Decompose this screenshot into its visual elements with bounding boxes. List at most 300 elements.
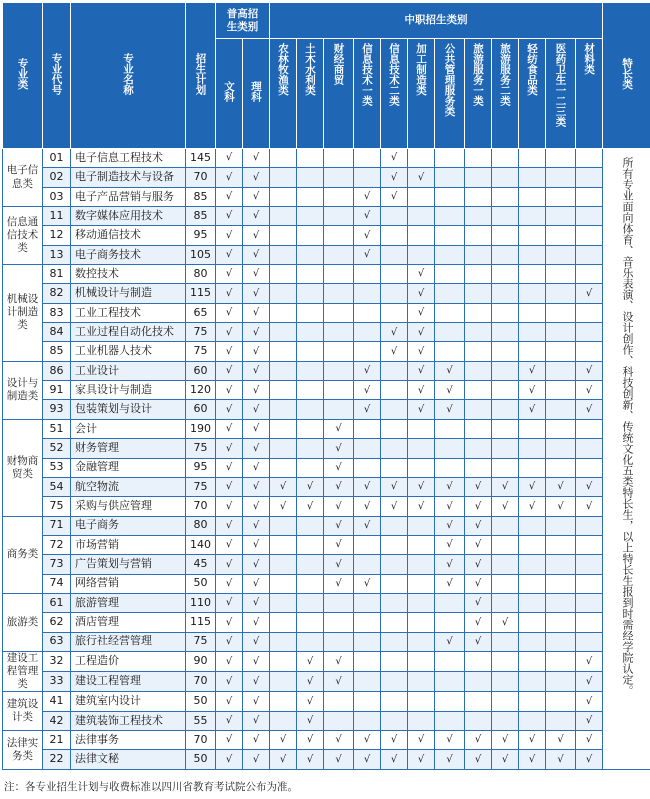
- check-mark: √: [243, 692, 270, 711]
- empty-cell: [408, 692, 435, 711]
- check-mark: √: [354, 731, 381, 750]
- check-mark: √: [243, 711, 270, 730]
- empty-cell: [519, 323, 546, 342]
- empty-cell: [381, 613, 408, 632]
- code-cell: 13: [43, 245, 71, 264]
- empty-cell: [354, 651, 381, 671]
- check-mark: √: [354, 750, 381, 769]
- plan-cell: 45: [186, 555, 216, 574]
- name-cell: 电子信息工程技术: [71, 149, 186, 168]
- name-cell: 工程造价: [71, 651, 186, 671]
- header-gaozhong-group: 普高招生类别: [216, 3, 270, 39]
- empty-cell: [519, 265, 546, 284]
- empty-cell: [492, 400, 519, 419]
- check-mark: √: [216, 750, 243, 769]
- check-mark: √: [408, 342, 435, 361]
- check-mark: √: [324, 555, 354, 574]
- empty-cell: [408, 651, 435, 671]
- empty-cell: [492, 284, 519, 303]
- empty-cell: [270, 207, 297, 226]
- empty-cell: [408, 555, 435, 574]
- empty-cell: [270, 692, 297, 711]
- check-mark: √: [243, 458, 270, 477]
- empty-cell: [324, 323, 354, 342]
- empty-cell: [546, 361, 576, 380]
- check-mark: √: [216, 207, 243, 226]
- empty-cell: [465, 672, 492, 692]
- empty-cell: [465, 400, 492, 419]
- check-mark: √: [297, 651, 324, 671]
- name-cell: 工业过程自动化技术: [71, 323, 186, 342]
- code-cell: 81: [43, 265, 71, 284]
- check-mark: √: [465, 731, 492, 750]
- plan-cell: 75: [186, 439, 216, 458]
- empty-cell: [354, 439, 381, 458]
- name-cell: 会计: [71, 419, 186, 438]
- check-mark: √: [216, 381, 243, 400]
- check-mark: √: [381, 187, 408, 206]
- plan-cell: 85: [186, 207, 216, 226]
- check-mark: √: [324, 731, 354, 750]
- empty-cell: [546, 226, 576, 245]
- check-mark: √: [243, 555, 270, 574]
- check-mark: √: [465, 477, 492, 496]
- empty-cell: [270, 400, 297, 419]
- empty-cell: [492, 593, 519, 612]
- table-row: [3, 516, 650, 535]
- header-zhongzhi-9: 轻纺食品类: [519, 39, 546, 149]
- empty-cell: [546, 187, 576, 206]
- empty-cell: [408, 613, 435, 632]
- empty-cell: [270, 149, 297, 168]
- empty-cell: [546, 516, 576, 535]
- empty-cell: [546, 555, 576, 574]
- check-mark: √: [519, 361, 546, 380]
- check-mark: √: [216, 711, 243, 730]
- header-gaozhong-0: 文科: [216, 39, 243, 149]
- check-mark: √: [519, 400, 546, 419]
- empty-cell: [492, 439, 519, 458]
- check-mark: √: [243, 651, 270, 671]
- check-mark: √: [465, 750, 492, 769]
- table-row: [3, 342, 650, 361]
- check-mark: √: [465, 555, 492, 574]
- check-mark: √: [270, 750, 297, 769]
- check-mark: √: [381, 149, 408, 168]
- check-mark: √: [243, 303, 270, 322]
- empty-cell: [381, 207, 408, 226]
- table-row: [3, 477, 650, 496]
- check-mark: √: [408, 323, 435, 342]
- name-cell: 建筑室内设计: [71, 692, 186, 711]
- empty-cell: [297, 632, 324, 651]
- empty-cell: [324, 613, 354, 632]
- check-mark: √: [465, 497, 492, 516]
- empty-cell: [546, 265, 576, 284]
- header-zhongzhi-8: 旅游服务二类: [492, 39, 519, 149]
- check-mark: √: [216, 593, 243, 612]
- category-cell: 设计与制造类: [3, 361, 43, 419]
- empty-cell: [408, 593, 435, 612]
- header-code: 专业代号: [43, 3, 71, 149]
- empty-cell: [492, 516, 519, 535]
- check-mark: √: [216, 400, 243, 419]
- empty-cell: [576, 555, 603, 574]
- check-mark: √: [243, 168, 270, 187]
- check-mark: √: [297, 672, 324, 692]
- empty-cell: [546, 651, 576, 671]
- empty-cell: [354, 303, 381, 322]
- empty-cell: [435, 458, 465, 477]
- empty-cell: [270, 303, 297, 322]
- empty-cell: [297, 226, 324, 245]
- category-cell: 建设工程管理类: [3, 651, 43, 691]
- check-mark: √: [408, 381, 435, 400]
- check-mark: √: [435, 361, 465, 380]
- name-cell: 航空物流: [71, 477, 186, 496]
- check-mark: √: [381, 750, 408, 769]
- header-zhongzhi-7: 旅游服务一类: [465, 39, 492, 149]
- empty-cell: [270, 342, 297, 361]
- name-cell: 包装策划与设计: [71, 400, 186, 419]
- empty-cell: [297, 419, 324, 438]
- empty-cell: [576, 535, 603, 554]
- empty-cell: [465, 149, 492, 168]
- plan-cell: 80: [186, 265, 216, 284]
- empty-cell: [519, 149, 546, 168]
- empty-cell: [297, 323, 324, 342]
- empty-cell: [270, 226, 297, 245]
- empty-cell: [354, 613, 381, 632]
- empty-cell: [270, 632, 297, 651]
- empty-cell: [465, 168, 492, 187]
- name-cell: 电子商务: [71, 516, 186, 535]
- check-mark: √: [408, 400, 435, 419]
- check-mark: √: [354, 477, 381, 496]
- empty-cell: [519, 535, 546, 554]
- code-cell: 03: [43, 187, 71, 206]
- empty-cell: [492, 303, 519, 322]
- check-mark: √: [270, 477, 297, 496]
- check-mark: √: [381, 477, 408, 496]
- empty-cell: [435, 168, 465, 187]
- empty-cell: [492, 149, 519, 168]
- empty-cell: [324, 342, 354, 361]
- empty-cell: [546, 672, 576, 692]
- plan-cell: 60: [186, 400, 216, 419]
- check-mark: √: [216, 419, 243, 438]
- check-mark: √: [435, 400, 465, 419]
- check-mark: √: [381, 323, 408, 342]
- empty-cell: [408, 574, 435, 593]
- empty-cell: [354, 149, 381, 168]
- empty-cell: [435, 323, 465, 342]
- check-mark: √: [243, 613, 270, 632]
- empty-cell: [354, 342, 381, 361]
- empty-cell: [381, 535, 408, 554]
- empty-cell: [546, 400, 576, 419]
- empty-cell: [465, 226, 492, 245]
- empty-cell: [381, 574, 408, 593]
- check-mark: √: [576, 711, 603, 730]
- check-mark: √: [243, 265, 270, 284]
- empty-cell: [435, 439, 465, 458]
- empty-cell: [381, 284, 408, 303]
- check-mark: √: [324, 439, 354, 458]
- check-mark: √: [576, 672, 603, 692]
- table-row: [3, 458, 650, 477]
- empty-cell: [324, 632, 354, 651]
- check-mark: √: [216, 439, 243, 458]
- empty-cell: [270, 187, 297, 206]
- empty-cell: [546, 284, 576, 303]
- check-mark: √: [297, 711, 324, 730]
- table-row: [3, 419, 650, 438]
- plan-cell: 75: [186, 477, 216, 496]
- empty-cell: [435, 419, 465, 438]
- check-mark: √: [519, 731, 546, 750]
- check-mark: √: [216, 574, 243, 593]
- check-mark: √: [243, 535, 270, 554]
- check-mark: √: [243, 419, 270, 438]
- check-mark: √: [435, 477, 465, 496]
- name-cell: 法律事务: [71, 731, 186, 750]
- code-cell: 12: [43, 226, 71, 245]
- empty-cell: [324, 226, 354, 245]
- empty-cell: [354, 672, 381, 692]
- empty-cell: [324, 187, 354, 206]
- empty-cell: [324, 711, 354, 730]
- check-mark: √: [576, 692, 603, 711]
- empty-cell: [381, 419, 408, 438]
- empty-cell: [354, 632, 381, 651]
- empty-cell: [297, 535, 324, 554]
- empty-cell: [408, 207, 435, 226]
- check-mark: √: [576, 477, 603, 496]
- empty-cell: [435, 187, 465, 206]
- empty-cell: [324, 168, 354, 187]
- empty-cell: [408, 632, 435, 651]
- empty-cell: [576, 516, 603, 535]
- empty-cell: [546, 613, 576, 632]
- empty-cell: [408, 439, 435, 458]
- empty-cell: [546, 574, 576, 593]
- empty-cell: [354, 265, 381, 284]
- code-cell: 73: [43, 555, 71, 574]
- table-row: [3, 168, 650, 187]
- empty-cell: [381, 381, 408, 400]
- table-row: [3, 574, 650, 593]
- table-row: [3, 672, 650, 692]
- empty-cell: [546, 303, 576, 322]
- empty-cell: [270, 284, 297, 303]
- check-mark: √: [381, 342, 408, 361]
- check-mark: √: [408, 750, 435, 769]
- check-mark: √: [270, 497, 297, 516]
- empty-cell: [324, 593, 354, 612]
- empty-cell: [492, 381, 519, 400]
- check-mark: √: [546, 750, 576, 769]
- empty-cell: [270, 458, 297, 477]
- check-mark: √: [216, 555, 243, 574]
- empty-cell: [492, 555, 519, 574]
- empty-cell: [381, 555, 408, 574]
- check-mark: √: [243, 381, 270, 400]
- code-cell: 32: [43, 651, 71, 671]
- header-category: 专业类: [3, 3, 43, 149]
- check-mark: √: [216, 651, 243, 671]
- code-cell: 53: [43, 458, 71, 477]
- empty-cell: [492, 711, 519, 730]
- check-mark: √: [435, 632, 465, 651]
- header-zhongzhi-4: 信息技术二类: [381, 39, 408, 149]
- empty-cell: [408, 535, 435, 554]
- empty-cell: [297, 613, 324, 632]
- empty-cell: [519, 672, 546, 692]
- table-row: [3, 613, 650, 632]
- empty-cell: [519, 574, 546, 593]
- empty-cell: [519, 593, 546, 612]
- empty-cell: [492, 265, 519, 284]
- check-mark: √: [408, 303, 435, 322]
- code-cell: 91: [43, 381, 71, 400]
- check-mark: √: [243, 323, 270, 342]
- check-mark: √: [216, 458, 243, 477]
- name-cell: 旅游管理: [71, 593, 186, 612]
- check-mark: √: [243, 672, 270, 692]
- header-zhongzhi-2: 财经商贸: [324, 39, 354, 149]
- empty-cell: [381, 361, 408, 380]
- check-mark: √: [465, 613, 492, 632]
- empty-cell: [492, 168, 519, 187]
- check-mark: √: [435, 381, 465, 400]
- code-cell: 62: [43, 613, 71, 632]
- empty-cell: [465, 303, 492, 322]
- plan-cell: 50: [186, 750, 216, 769]
- empty-cell: [408, 516, 435, 535]
- plan-cell: 70: [186, 731, 216, 750]
- empty-cell: [576, 168, 603, 187]
- check-mark: √: [243, 149, 270, 168]
- code-cell: 52: [43, 439, 71, 458]
- code-cell: 72: [43, 535, 71, 554]
- empty-cell: [297, 400, 324, 419]
- plan-cell: 145: [186, 149, 216, 168]
- empty-cell: [270, 711, 297, 730]
- table-row: [3, 439, 650, 458]
- empty-cell: [324, 381, 354, 400]
- empty-cell: [408, 226, 435, 245]
- empty-cell: [465, 187, 492, 206]
- plan-cell: 60: [186, 361, 216, 380]
- empty-cell: [270, 651, 297, 671]
- code-cell: 85: [43, 342, 71, 361]
- empty-cell: [297, 381, 324, 400]
- empty-cell: [408, 187, 435, 206]
- empty-cell: [324, 245, 354, 264]
- empty-cell: [408, 419, 435, 438]
- empty-cell: [381, 516, 408, 535]
- empty-cell: [381, 593, 408, 612]
- empty-cell: [546, 342, 576, 361]
- table-row: [3, 555, 650, 574]
- empty-cell: [546, 149, 576, 168]
- check-mark: √: [216, 497, 243, 516]
- check-mark: √: [576, 750, 603, 769]
- empty-cell: [519, 516, 546, 535]
- name-cell: 工业机器人技术: [71, 342, 186, 361]
- empty-cell: [270, 555, 297, 574]
- empty-cell: [324, 400, 354, 419]
- check-mark: √: [354, 516, 381, 535]
- empty-cell: [546, 458, 576, 477]
- empty-cell: [546, 711, 576, 730]
- empty-cell: [465, 439, 492, 458]
- name-cell: 建筑装饰工程技术: [71, 711, 186, 730]
- check-mark: √: [297, 477, 324, 496]
- check-mark: √: [354, 574, 381, 593]
- empty-cell: [576, 323, 603, 342]
- empty-cell: [492, 692, 519, 711]
- empty-cell: [324, 692, 354, 711]
- empty-cell: [519, 168, 546, 187]
- empty-cell: [546, 535, 576, 554]
- empty-cell: [297, 574, 324, 593]
- empty-cell: [546, 168, 576, 187]
- name-cell: 移动通信技术: [71, 226, 186, 245]
- empty-cell: [519, 651, 546, 671]
- empty-cell: [519, 458, 546, 477]
- code-cell: 51: [43, 419, 71, 438]
- check-mark: √: [243, 187, 270, 206]
- empty-cell: [297, 149, 324, 168]
- check-mark: √: [408, 497, 435, 516]
- empty-cell: [324, 149, 354, 168]
- empty-cell: [270, 593, 297, 612]
- empty-cell: [492, 632, 519, 651]
- check-mark: √: [216, 187, 243, 206]
- check-mark: √: [243, 342, 270, 361]
- empty-cell: [576, 187, 603, 206]
- check-mark: √: [216, 303, 243, 322]
- empty-cell: [465, 265, 492, 284]
- empty-cell: [297, 265, 324, 284]
- check-mark: √: [576, 361, 603, 380]
- header-zhongzhi-11: 材料类: [576, 39, 603, 149]
- plan-cell: 115: [186, 284, 216, 303]
- code-cell: 86: [43, 361, 71, 380]
- empty-cell: [435, 613, 465, 632]
- empty-cell: [492, 226, 519, 245]
- empty-cell: [408, 458, 435, 477]
- empty-cell: [297, 284, 324, 303]
- check-mark: √: [216, 245, 243, 264]
- table-row: [3, 207, 650, 226]
- empty-cell: [408, 672, 435, 692]
- name-cell: 市场营销: [71, 535, 186, 554]
- empty-cell: [324, 284, 354, 303]
- empty-cell: [465, 284, 492, 303]
- empty-cell: [519, 632, 546, 651]
- empty-cell: [546, 593, 576, 612]
- name-cell: 酒店管理: [71, 613, 186, 632]
- table-row: [3, 303, 650, 322]
- empty-cell: [324, 303, 354, 322]
- table-row: [3, 711, 650, 730]
- plan-cell: 75: [186, 632, 216, 651]
- check-mark: √: [216, 692, 243, 711]
- check-mark: √: [546, 731, 576, 750]
